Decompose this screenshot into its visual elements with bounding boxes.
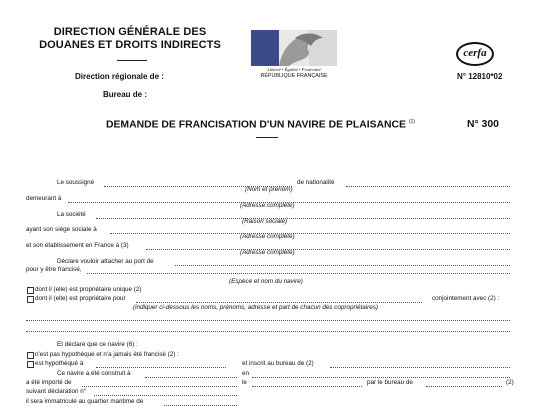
navire-field[interactable] (87, 273, 510, 274)
en-label: en (242, 370, 250, 377)
coproprietaires-line-1[interactable] (26, 320, 510, 321)
nationalite-label: de nationalité (297, 179, 335, 186)
inscrit-field[interactable] (330, 367, 510, 368)
republic-motto: Liberté • Égalité • Fraternité (267, 67, 321, 72)
importe-field[interactable] (82, 386, 237, 387)
agency-name (30, 26, 230, 52)
par-bureau-label: par le bureau de (367, 379, 413, 386)
societe-field[interactable] (96, 218, 510, 219)
espece-nom-hint: (Espèce et nom du navire) (229, 278, 303, 285)
note-2-label: (2) (506, 379, 514, 386)
proprietaire-unique-checkbox[interactable] (27, 287, 34, 294)
date-import-field[interactable] (252, 386, 362, 387)
cerfa-number: N° 12810*02 (457, 72, 503, 81)
adresse-hint-3: (Adresse complète) (240, 249, 295, 256)
raison-sociale-hint: (Raison sociale) (242, 218, 288, 225)
port-field[interactable] (175, 265, 510, 266)
pour-y-etre-label: pour y être francisé, (26, 266, 82, 273)
declare-navire-label: Et déclare que ce navire (6) : (57, 341, 138, 348)
siege-label: ayant son siège sociale à (26, 226, 97, 233)
part-field[interactable] (136, 302, 422, 303)
nationalite-field[interactable] (346, 186, 510, 187)
quartier-field[interactable] (164, 405, 237, 406)
le-label: le (242, 379, 247, 386)
construit-label: Ce navire a été construit à (57, 370, 131, 377)
est-hypotheque-label: est hypothéqué à (35, 360, 84, 367)
annee-field[interactable] (252, 377, 510, 378)
coproprietaires-line-2[interactable] (26, 331, 510, 332)
cerfa-logo: cerfa (456, 42, 494, 66)
siege-field[interactable] (110, 233, 510, 234)
adresse-hint-1: (Adresse complète) (240, 202, 295, 209)
est-hypotheque-checkbox[interactable] (27, 361, 34, 368)
inscrit-label: et inscrit au bureau de (2) (242, 360, 314, 367)
pas-hypotheque-checkbox[interactable] (27, 352, 34, 359)
etablissement-field[interactable] (146, 249, 510, 250)
declare-label: Déclare vouloir attacher au port de (57, 258, 154, 265)
declaration-field[interactable] (94, 395, 237, 396)
hypotheque-field[interactable] (96, 367, 226, 368)
title-note: (1) (408, 119, 415, 125)
indiquer-hint: (indiquer ci-dessous les noms, prénoms, adresse et part de chacun des copropriétaires) (133, 304, 379, 311)
immatricule-label: il sera immatriculé au quartier maritime de (26, 398, 144, 405)
republic-name: RÉPUBLIQUE FRANÇAISE (260, 73, 328, 79)
la-societe-label: La société (57, 211, 86, 218)
form-number: N° 300 (467, 119, 499, 130)
le-soussigne-label: Le soussigné (57, 179, 95, 186)
agency-line-2: DOUANES ET DROITS INDIRECTS (39, 39, 221, 51)
nom-prenom-hint: (Nom et prénom) (245, 186, 293, 193)
adresse-hint-2: (Adresse complète) (240, 233, 295, 240)
regional-label: Direction régionale de : (75, 72, 164, 81)
header-rule (117, 60, 147, 61)
marianne-emblem-icon (251, 30, 337, 66)
demeurant-label: demeurant à (26, 195, 62, 202)
marianne-logo (251, 30, 337, 82)
proprietaire-pour-label: dont il (elle) est propriétaire pour (35, 295, 126, 302)
declaration-label: suivant déclaration n° (26, 388, 87, 395)
title-rule (256, 137, 278, 138)
agency-line-1: DIRECTION GÉNÉRALE DES (53, 26, 207, 38)
etablissement-label: et son établissement en France à (3) (26, 242, 129, 249)
proprietaire-pour-checkbox[interactable] (27, 296, 34, 303)
proprietaire-unique-label: dont il (elle) est propriétaire unique (2) (35, 286, 142, 293)
importe-label: a été importé de (26, 379, 72, 386)
conjointement-label: conjointement avec (2) : (432, 295, 500, 302)
construit-field[interactable] (145, 377, 237, 378)
form-title (106, 119, 415, 130)
form-title-text: DEMANDE DE FRANCISATION D'UN NAVIRE DE PLAISANCE (106, 119, 406, 131)
bureau-label: Bureau de : (103, 90, 148, 99)
bureau-import-field[interactable] (426, 386, 502, 387)
pas-hypotheque-label: n'est pas hypothéqué et n'a jamais été francisé (2) : (35, 351, 179, 358)
